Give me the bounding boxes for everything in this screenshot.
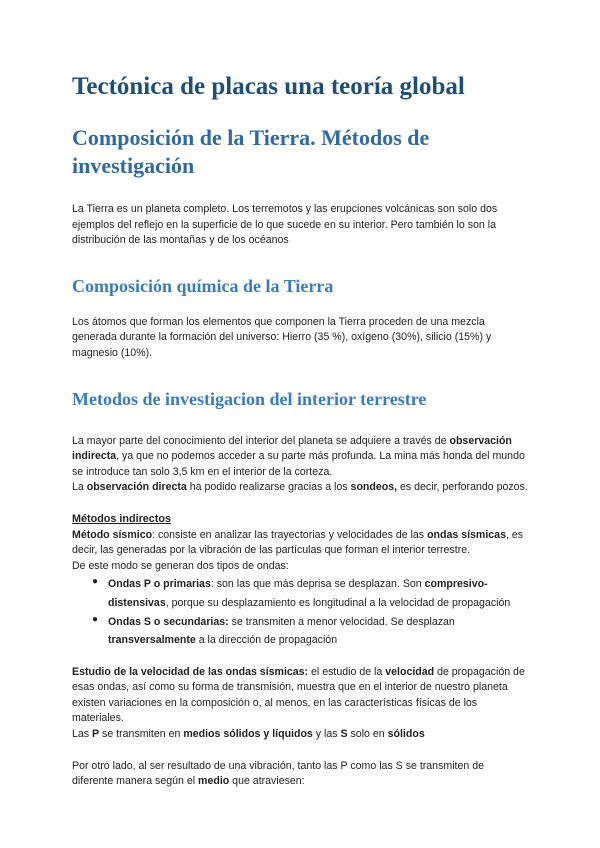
section-heading-composition: Composición de la Tierra. Métodos de investigación <box>72 125 430 178</box>
velocity-study-paragraph <box>72 665 528 727</box>
bold-run: Estudio de la velocidad de las ondas sísmicas: <box>72 665 309 678</box>
list-item-text <box>108 578 510 609</box>
wave-types-list <box>72 574 528 648</box>
bold-run: S <box>340 728 348 741</box>
chemical-paragraph: Los átomos que forman los elementos que componen la Tierra proceden de una mezcla generada durante la formación del universo: Hierro (35 %), oxígeno (30%), silicio (15%) y magnesio (10%). <box>72 315 492 359</box>
text-run: : son las que más deprisa se desplazan. Son <box>210 578 425 591</box>
bold-run: velocidad <box>385 665 435 678</box>
bold-run: observación indirecta <box>72 434 512 463</box>
list-item <box>92 574 528 611</box>
text-run: el estudio de la <box>308 665 386 678</box>
text-run: ha podido realizarse gracias a los <box>186 481 351 494</box>
bold-run: sondeos, <box>350 481 398 494</box>
text-run: Por otro lado, al ser resultado de una vibración, tanto las P como las S se transmiten de diferente manera según el <box>72 759 485 788</box>
text-run: , ya que no podemos acceder a su parte más profunda. La mina más honda del mundo se introduce tan solo 3,5 km en el interior de la corteza. <box>72 450 525 478</box>
bold-run: sólidos <box>387 728 425 741</box>
list-item <box>92 612 528 649</box>
text-run: se transmiten en <box>99 728 184 741</box>
bold-run: Método sísmico <box>72 528 153 541</box>
wave-types-intro: De este modo se generan dos tipos de ondas: <box>72 559 289 572</box>
methods-paragraph-indirect <box>72 434 528 481</box>
bold-run: compresivo-distensivas <box>108 578 488 609</box>
closing-paragraph <box>72 759 528 790</box>
list-item-text <box>108 616 455 647</box>
bold-run: medio <box>198 775 230 788</box>
seismic-method-paragraph <box>72 528 528 559</box>
bullet-icon: ● <box>92 613 99 625</box>
text-run: de propagación de esas ondas, así como su forma de transmisión, muestra que en el interior de nuestro planeta existen variaciones en la composición o, al menos, en las características físicas de los materiales. <box>72 665 525 725</box>
text-run: Las <box>72 728 93 741</box>
text-run: y las <box>312 728 341 741</box>
text-run: , porque su desplazamiento es longitudinal a la velocidad de propagación <box>165 596 511 609</box>
bullet-icon: ● <box>92 576 99 588</box>
bold-run: Ondas P o primarias <box>108 578 211 591</box>
indirect-methods-heading: Métodos indirectos <box>72 512 171 525</box>
bold-run: Ondas S o secundarias: <box>108 615 229 628</box>
transmission-media-line <box>72 727 528 743</box>
text-run: La <box>72 481 87 494</box>
document-title: Tectónica de placas una teoría global <box>72 73 465 100</box>
bold-run: observación directa <box>86 481 187 494</box>
text-run: : consiste en analizar las trayectorias y velocidades de las <box>152 528 428 541</box>
text-run: solo en <box>347 728 388 741</box>
text-run: La mayor parte del conocimiento del interior del planeta se adquiere a través de <box>72 434 450 447</box>
bold-run: medios sólidos y líquidos <box>183 728 313 741</box>
intro-paragraph: La Tierra es un planeta completo. Los terremotos y las erupciones volcánicas son solo dos ejemplos del reflejo en la superficie de lo que sucede en su interior. Pero también lo son la distribución de las montañas y de los océanos <box>72 203 498 247</box>
section-heading-methods: Metodos de investigacion del interior terrestre <box>72 388 427 409</box>
text-run: se transmiten a menor velocidad. Se desplazan <box>228 615 455 628</box>
text-run: a la dirección de propagación <box>195 634 338 647</box>
section-heading-chemical: Composición química de la Tierra <box>72 275 334 296</box>
bold-run: ondas sísmicas <box>427 528 506 541</box>
bold-run: transversalmente <box>108 634 196 647</box>
text-run: que atraviesen: <box>229 775 305 788</box>
methods-paragraph-direct <box>72 480 528 496</box>
text-run: es decir, perforando pozos. <box>397 481 528 494</box>
bold-run: P <box>92 728 100 741</box>
text-run: , es decir, las generadas por la vibración de las partículas que forman el interior terrestre. <box>72 528 524 557</box>
